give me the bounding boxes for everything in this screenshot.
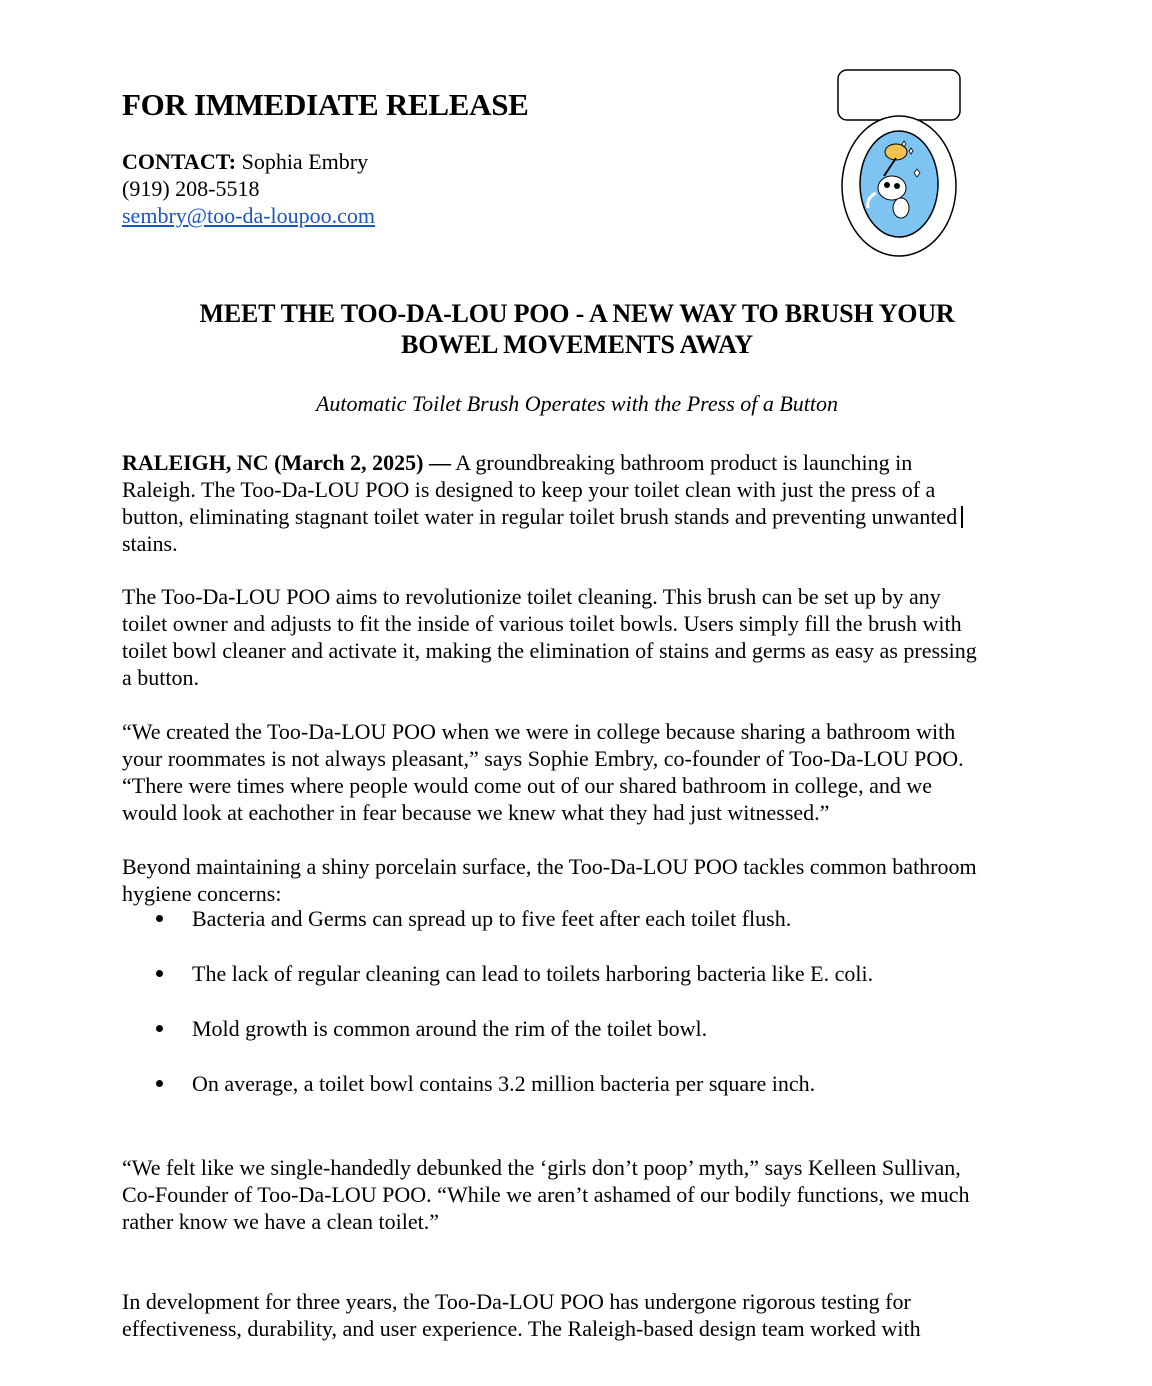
headline xyxy=(122,298,1032,360)
headline-line-1: MEET THE TOO-DA-LOU POO - A NEW WAY TO BRUSH YOUR xyxy=(199,299,955,328)
toilet-logo-icon xyxy=(836,68,964,258)
release-heading: FOR IMMEDIATE RELEASE xyxy=(122,87,529,122)
hygiene-bullet-list xyxy=(122,905,1037,1125)
bullet-icon xyxy=(156,915,163,922)
paragraph-line: A groundbreaking bathroom product is launching in xyxy=(450,450,913,475)
paragraph-line: Beyond maintaining a shiny porcelain surface, the Too-Da-LOU POO tackles common bathroom xyxy=(122,854,977,879)
list-item xyxy=(122,905,1037,960)
paragraph-line: Co-Founder of Too-Da-LOU POO. “While we aren’t ashamed of our bodily functions, we much xyxy=(122,1182,970,1207)
paragraph-line: effectiveness, durability, and user experience. The Raleigh-based design team worked with xyxy=(122,1316,921,1341)
bullet-text: The lack of regular cleaning can lead to toilets harboring bacteria like E. coli. xyxy=(192,961,874,986)
paragraph-3-quote xyxy=(122,718,1037,826)
paragraph-line: toilet bowl cleaner and activate it, making the elimination of stains and germs as easy as pressing xyxy=(122,638,977,663)
contact-block xyxy=(122,148,375,229)
paragraph-2 xyxy=(122,583,1037,691)
paragraph-line: “We felt like we single-handedly debunked the ‘girls don’t poop’ myth,” says Kelleen Sullivan, xyxy=(122,1155,961,1180)
bullet-text: Mold growth is common around the rim of the toilet bowl. xyxy=(192,1016,708,1041)
bullet-icon xyxy=(156,1025,163,1032)
subheadline: Automatic Toilet Brush Operates with the Press of a Button xyxy=(315,391,839,416)
paragraph-line: toilet owner and adjusts to fit the inside of various toilet bowls. Users simply fill the brush with xyxy=(122,611,962,636)
paragraph-line: a button. xyxy=(122,665,199,690)
paragraph-4 xyxy=(122,853,1037,907)
paragraph-line: stains. xyxy=(122,531,178,556)
paragraph-line: The Too-Da-LOU POO aims to revolutionize toilet cleaning. This brush can be set up by any xyxy=(122,584,941,609)
dateline: RALEIGH, NC (March 2, 2025) — xyxy=(122,450,451,475)
paragraph-line: “There were times where people would come out of our shared bathroom in college, and we xyxy=(122,773,933,798)
bullet-text: Bacteria and Germs can spread up to five feet after each toilet flush. xyxy=(192,906,792,931)
paragraph-line: hygiene concerns: xyxy=(122,881,282,906)
list-item xyxy=(122,1015,1037,1070)
contact-email-link[interactable]: sembry@too-da-loupoo.com xyxy=(122,203,376,228)
paragraph-line: “We created the Too-Da-LOU POO when we were in college because sharing a bathroom with xyxy=(122,719,956,744)
paragraph-line: would look at eachother in fear because we knew what they had just witnessed.” xyxy=(122,800,830,825)
list-item xyxy=(122,1070,1037,1125)
paragraph-line: In development for three years, the Too-Da-LOU POO has undergone rigorous testing for xyxy=(122,1289,911,1314)
paragraph-6 xyxy=(122,1288,1037,1342)
text-cursor xyxy=(961,506,963,528)
contact-label: CONTACT: xyxy=(122,149,237,174)
paragraph-lede xyxy=(122,449,1037,557)
bullet-text: On average, a toilet bowl contains 3.2 million bacteria per square inch. xyxy=(192,1071,816,1096)
bullet-icon xyxy=(156,970,163,977)
contact-line xyxy=(122,148,375,175)
paragraph-line: rather know we have a clean toilet.” xyxy=(122,1209,440,1234)
contact-phone: (919) 208-5518 xyxy=(122,176,260,201)
list-item xyxy=(122,960,1037,1015)
contact-name: Sophia Embry xyxy=(241,149,369,174)
headline-line-2: BOWEL MOVEMENTS AWAY xyxy=(401,330,753,359)
paragraph-line: button, eliminating stagnant toilet water in regular toilet brush stands and preventing unwanted xyxy=(122,504,958,529)
bullet-icon xyxy=(156,1080,163,1087)
paragraph-line: Raleigh. The Too-Da-LOU POO is designed to keep your toilet clean with just the press of a xyxy=(122,477,936,502)
paragraph-5-quote xyxy=(122,1154,1037,1235)
paragraph-line: your roommates is not always pleasant,” says Sophie Embry, co-founder of Too-Da-LOU POO. xyxy=(122,746,964,771)
